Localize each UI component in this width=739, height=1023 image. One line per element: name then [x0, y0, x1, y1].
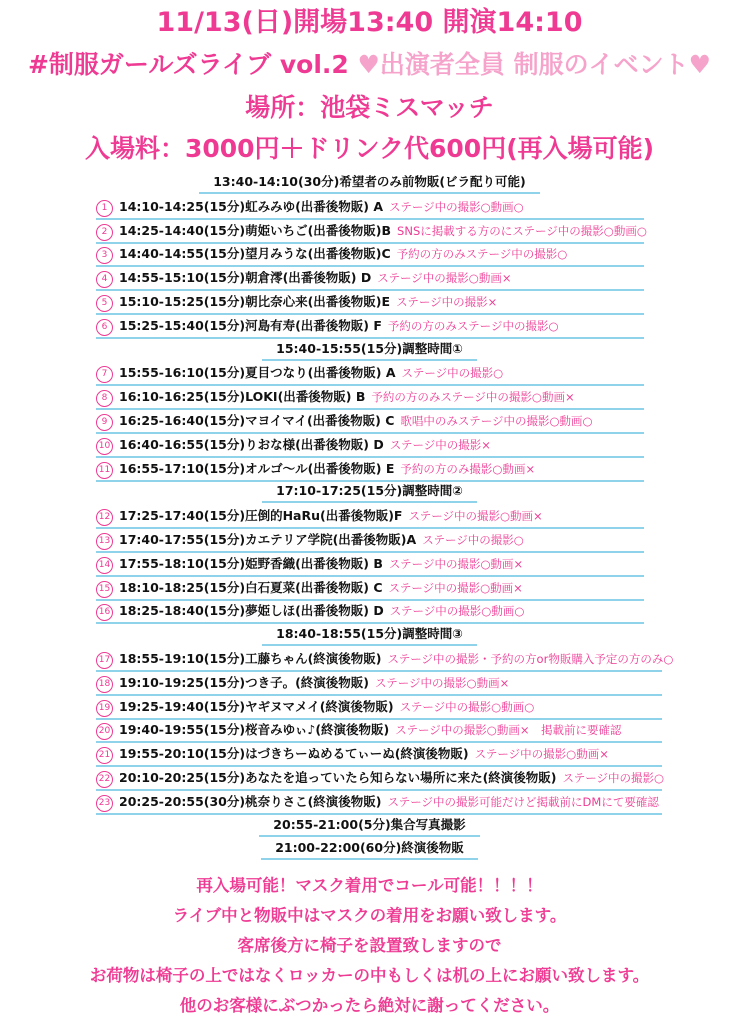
act-number: 23 — [96, 795, 113, 812]
schedule-break-text: 17:10-17:25(15分)調整時間② — [262, 481, 477, 503]
act-time-name: 16:10-16:25(15分)LOKI(出番後物販) B — [119, 389, 366, 405]
act-number: 19 — [96, 700, 113, 717]
act-number: 4 — [96, 271, 113, 288]
schedule-row — [96, 600, 644, 624]
schedule-break-text: 15:40-15:55(15分)調整時間① — [262, 339, 477, 361]
act-photo-rule: ステージ中の撮影○動画× 掲載前に要確認 — [395, 723, 622, 738]
act-photo-rule: 予約の方のみ撮影○動画× — [400, 461, 536, 476]
act-time-name: 19:55-20:10(15分)はづきちーぬめるてぃーぬ(終演後物販) — [119, 746, 469, 762]
footer-line: 他のお客様にぶつかったら絶対に謝ってください。 — [179, 996, 560, 1015]
act-time-name: 14:10-14:25(15分)虹みみゆ(出番後物販) A — [119, 198, 384, 214]
act-number: 13 — [96, 533, 113, 550]
act-photo-rule: 予約の方のみステージ中の撮影○ — [387, 318, 559, 333]
act-photo-rule: ステージ中の撮影○動画× — [408, 509, 543, 524]
schedule-row — [96, 458, 644, 482]
event-title-sub: ♥出演者全員 制服のイベント♥ — [357, 50, 712, 79]
act-photo-rule: ステージ中の撮影○ — [401, 366, 504, 381]
act-photo-rule: ステージ中の撮影○動画○ — [389, 604, 525, 619]
act-number: 12 — [96, 509, 113, 526]
act-photo-rule: ステージ中の撮影○動画× — [375, 675, 510, 690]
schedule-row — [96, 267, 644, 291]
act-number: 10 — [96, 438, 113, 455]
schedule-row — [96, 553, 644, 577]
footer-line: ライブ中と物販中はマスクの着用をお願い致します。 — [172, 906, 567, 925]
schedule-row — [96, 672, 662, 696]
act-number: 18 — [96, 676, 113, 693]
schedule-break-text: 20:55-21:00(5分)集合写真撮影 — [259, 815, 479, 837]
act-photo-rule: 予約の方のみステージ中の撮影○ — [396, 247, 568, 262]
venue-line: 場所：池袋ミスマッチ — [245, 93, 494, 122]
act-photo-rule: ステージ中の撮影○動画× — [388, 556, 524, 571]
schedule-row — [96, 791, 662, 815]
schedule-break — [0, 624, 739, 646]
act-number: 7 — [96, 366, 113, 383]
schedule-row — [96, 505, 644, 529]
act-number: 20 — [96, 723, 113, 740]
schedule-row — [96, 743, 662, 767]
act-photo-rule: ステージ中の撮影○動画○ — [399, 699, 535, 714]
act-time-name: 17:25-17:40(15分)圧倒的HaRu(出番後物販)F — [119, 508, 403, 524]
schedule-row — [96, 362, 644, 386]
act-number: 17 — [96, 652, 113, 669]
act-number: 11 — [96, 462, 113, 479]
act-photo-rule: ステージ中の撮影・予約の方or物販購入予定の方のみ○ — [387, 652, 674, 666]
act-time-name: 14:25-14:40(15分)萌姫いちご(出番後物販)B — [119, 222, 392, 238]
event-title-main: #制服ガールズライブ vol.2 — [27, 50, 358, 79]
act-time-name: 14:55-15:10(15分)朝倉澪(出番後物販) D — [119, 270, 372, 286]
act-time-name: 17:55-18:10(15分)姫野香織(出番後物販) B — [119, 555, 383, 571]
schedule-row — [96, 410, 644, 434]
schedule-break — [0, 838, 739, 860]
act-time-name: 16:55-17:10(15分)オルゴ～ル(出番後物販) E — [119, 460, 395, 476]
act-photo-rule: ステージ中の撮影○動画× — [388, 580, 523, 595]
schedule-row — [96, 529, 644, 553]
schedule-row — [96, 648, 674, 672]
act-photo-rule: 歌唱中のみステージ中の撮影○動画○ — [400, 414, 593, 428]
act-time-name: 19:10-19:25(15分)つき子。(終演後物販) — [119, 674, 370, 690]
schedule-break-text: 18:40-18:55(15分)調整時間③ — [262, 624, 477, 646]
act-number: 21 — [96, 747, 113, 764]
footer-line: お荷物は椅子の上ではなくロッカーの中もしくは机の上にお願い致します。 — [89, 966, 650, 985]
act-photo-rule: ステージ中の撮影○動画○ — [389, 199, 524, 214]
schedule-break — [0, 339, 739, 361]
act-time-name: 18:55-19:10(15分)工藤ちゃん(終演後物販) — [119, 651, 382, 666]
act-photo-rule: 予約の方のみステージ中の撮影○動画× — [371, 390, 575, 405]
act-time-name: 16:40-16:55(15分)りおな様(出番後物販) D — [119, 436, 384, 452]
act-number: 15 — [96, 581, 113, 598]
schedule-row — [96, 767, 665, 791]
schedule-break — [0, 172, 739, 194]
act-time-name: 18:10-18:25(15分)白石夏菜(出番後物販) C — [119, 579, 383, 595]
schedule-row — [96, 696, 662, 720]
schedule-row — [96, 719, 662, 743]
act-time-name: 20:10-20:25(15分)あなたを追っていたら知らない場所に来た(終演後物販) — [119, 770, 557, 785]
event-title — [0, 48, 739, 82]
act-photo-rule: ステージ中の撮影× — [396, 295, 498, 309]
act-time-name: 19:40-19:55(15分)桜音みゆぃ♪(終演後物販) — [119, 722, 390, 738]
event-date-line: 11/13(日)開場13:40 開演14:10 — [156, 7, 583, 38]
act-time-name: 14:40-14:55(15分)望月みうな(出番後物販)C — [119, 246, 391, 262]
schedule-break — [0, 481, 739, 503]
act-photo-rule: ステージ中の撮影○動画× — [474, 747, 609, 762]
act-time-name: 15:25-15:40(15分)河島有寿(出番後物販) F — [119, 317, 382, 333]
schedule-row — [96, 315, 644, 339]
act-photo-rule: SNSに掲載する方のにステージ中の撮影○動画○ — [397, 223, 647, 238]
schedule-break — [0, 815, 739, 837]
act-number: 1 — [96, 200, 113, 217]
schedule-row — [96, 243, 644, 267]
footer-line: 客席後方に椅子を設置致しますので — [237, 936, 502, 955]
act-time-name: 15:55-16:10(15分)夏目つなり(出番後物販) A — [119, 365, 396, 381]
schedule-row — [96, 386, 644, 410]
act-number: 9 — [96, 414, 113, 431]
act-time-name: 19:25-19:40(15分)ヤギヌマメイ(終演後物販) — [119, 698, 394, 714]
act-time-name: 17:40-17:55(15分)カエテリア学院(出番後物販)A — [119, 532, 417, 547]
act-photo-rule: ステージ中の撮影○動画× — [377, 271, 512, 286]
act-time-name: 20:25-20:55(30分)桃奈りさこ(終演後物販) — [119, 793, 382, 809]
act-number: 2 — [96, 224, 113, 241]
schedule-row — [96, 196, 644, 220]
act-number: 14 — [96, 557, 113, 574]
fee-line: 入場料：3000円＋ドリンク代600円(再入場可能) — [84, 134, 655, 163]
schedule-row — [96, 577, 644, 601]
schedule-row — [96, 220, 647, 244]
act-number: 22 — [96, 771, 113, 788]
act-photo-rule: ステージ中の撮影× — [389, 437, 491, 452]
act-number: 6 — [96, 319, 113, 336]
schedule-row — [96, 434, 644, 458]
schedule-break-text: 21:00-22:00(60分)終演後物販 — [261, 838, 478, 860]
act-time-name: 15:10-15:25(15分)朝比奈心来(出番後物販)E — [119, 294, 391, 309]
act-number: 3 — [96, 247, 113, 264]
footer-line: 再入場可能！マスク着用でコール可能！！！！ — [196, 876, 543, 895]
act-time-name: 16:25-16:40(15分)マヨイマイ(出番後物販) C — [119, 413, 395, 428]
act-time-name: 18:25-18:40(15分)夢姫しほ(出番後物販) D — [119, 603, 384, 619]
schedule-row — [96, 291, 644, 315]
act-photo-rule: ステージ中の撮影○ — [562, 771, 665, 785]
act-photo-rule: ステージ中の撮影可能だけど掲載前にDMにて要確認 — [387, 794, 659, 809]
act-number: 8 — [96, 390, 113, 407]
act-number: 5 — [96, 295, 113, 312]
schedule-break-text: 13:40-14:10(30分)希望者のみ前物販(ビラ配り可能) — [199, 172, 540, 194]
act-number: 16 — [96, 604, 113, 621]
act-photo-rule: ステージ中の撮影○ — [422, 533, 524, 547]
